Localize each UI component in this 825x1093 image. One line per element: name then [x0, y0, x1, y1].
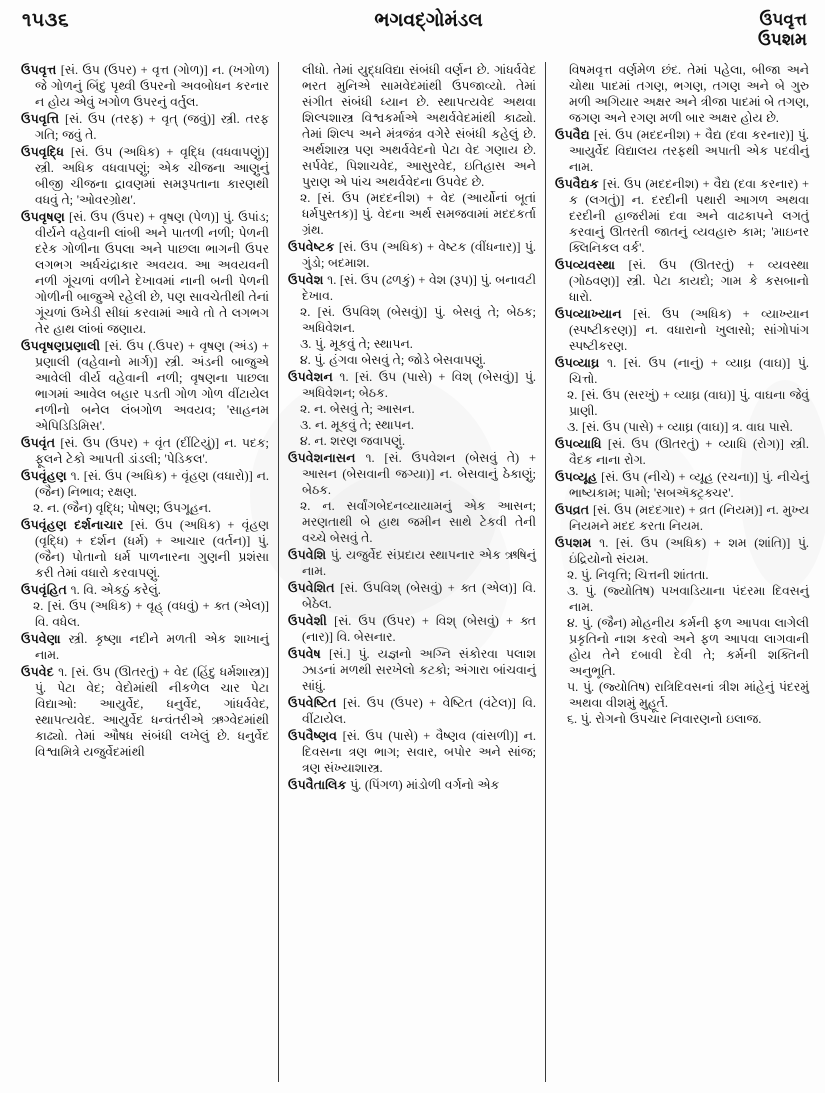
book-title: ભગવદ્ગોમંડલ [374, 10, 483, 31]
entry-headword: ઉપવૈદ્ય [555, 128, 590, 142]
entry-body: [સં. ઉપ (ઉપર) + વિશ્ (બેસવું) + ક્ત (નાર)] વિ. બેસનાર. [302, 614, 536, 644]
entry-sense: ૨. [સં. ઉપ (અધિક) + વૃહ્ (વધવું) + ક્ત (એલ)] વિ. વધેલ. [33, 599, 269, 629]
entry-body: લીધો. તેમાં યુદ્ધવિદ્યા સંબંધી વર્ણન છે. ગાંધર્વવેદ ભરત મુનિએ સામવેદમાંથી ઉપજાવ્યો. તેમાં સંગીત સંબંધી ધ્યાન છે. સ્થાપત્યવેદ અથવા શિલ્પશાસ્ત્ર વિશ્વકર્માએ અથર્વવેદમાંથી કાઢ્યો. તેમાં શિલ્પ અને મંત્રજંત્ર વગેરે સંબંધી કહેલું છે. અર્થશાસ્ત્ર પણ અથર્વવેદનો પેટા વેદ ગણાય છે. સર્પવેદ, પિશાચવેદ, આસુરવેદ, ઇતિહાસ અને પુરાણ એ પાંચ અથર્વવેદના ઉપવેદ છે. [302, 63, 536, 189]
entry-body: [સં. ઉપ (મદદનીશ) + વૈદ્ય (દવા કરનાર) + ક (લગતું)] ન. દરદીની પથારી આગળ અથવા દરદીની હાજરીમાં દવા અને વાઢકાપને લગતું કરવાનું ઊતરતી જાતનું વ્યવહારુ કામ; 'માઇનર ક્લિનિકલ વર્ક'. [569, 177, 809, 255]
entry-body: [સં.] પું. યજ્ઞનો અગ્નિ સંકોરવા પલાશ ઝાડનાં મળથી સરખેલો કટકો; અંગારા બાંચવાનું સાંધું. [302, 647, 536, 693]
entry-definition [21, 209, 269, 337]
entry-definition [288, 239, 536, 271]
entry-body: [સં. ઉપ (નીચે) + વ્યૂહ (રચના)] પું. નીચેનું ભાષ્યકામ; પામો; 'સબઍક્ટ્રક્ચર'. [569, 470, 809, 500]
dictionary-entry [555, 176, 809, 256]
dictionary-entry [21, 664, 269, 760]
dictionary-entry [288, 369, 536, 449]
entry-definition [555, 436, 809, 468]
dictionary-entry [288, 613, 536, 645]
entry-sense: ૩. ન. મૂકવું તે; સ્થાપન. [300, 418, 414, 432]
entry-definition [555, 502, 809, 534]
entry-definition [555, 535, 809, 567]
entry-sense: ૨. ન. સર્વાંગબેદનવ્યાયામનું એક આસન; મરણતાથી બે હાથ જમીન સાથે ટેકવી તેની વચ્ચે બેસવું તે. [300, 499, 536, 545]
dictionary-entry [288, 695, 536, 727]
entry-body: [સં. ઉપ (.ઉપર) + વૃષણ (અંડ) + પ્રણાલી (વહેવાનો માર્ગ)] સ્ત્રી. અંડની બાજુએ આવેલી વીર્ય વહેવાની નળી; વૃષણના પાછલા ભાગમાં આવેલ બહાર પડતી ગોળ ગોળ વીંટાયેલ નળીનો બનેલ લંબગોળ અવયવ; 'સાહનમ એપિડિડિમિસ'. [35, 339, 269, 433]
dictionary-entry [21, 435, 269, 467]
dictionary-entry [21, 631, 269, 663]
entry-body: [સં. ઉપ (અધિક) + વૃંહણ (વૃદ્ધિ) + દર્શન (ધર્મ) + આચાર (વર્તન)] પું. (જૈન) પોતાનો ધર્મ પાળનારના ગુણની પ્રશંસા કરી તેમાં વધારો કરવાપણું. [35, 518, 269, 580]
entry-headword: ઉપવૃંહિત [21, 583, 67, 597]
entry-definition [288, 695, 536, 727]
entry-sense: ૪. પું. હંગવા બેસવું તે; જોડે બેસવાપણું. [300, 353, 486, 367]
entry-body: [સં. ઉપ (ઊતરતું) + વ્યવસ્થા (ગોઠવણ)] સ્ત્રી. પેટા કાયદો; ગામ કે કસબાનો ધારો. [569, 258, 809, 304]
entry-body: [સં. ઉપવિશ્ (બેસવું) + ક્ત (એલ)] વિ. બેઠેલ. [302, 581, 536, 611]
dictionary-entry [555, 355, 809, 435]
entry-sense: ૩. [સં. ઉપ (પાસે) + વ્યાઘ્ર (વાઘ)] ત્ર. વાઘ પાસે. [567, 420, 793, 434]
entry-body: [સં. ઉપ (ઉપર) + વૃંત (દીંટિયું)] ન. પદક; ફૂલને ટેકો આપતી ડાંડલી; 'પેડિકલ'. [35, 436, 269, 466]
dictionary-entry [288, 547, 536, 579]
dictionary-entry [555, 306, 809, 354]
entry-definition [288, 613, 536, 645]
entry-body: વિષમવૃત્ત વર્ણમેળ છંદ. તેમાં પહેલા, બીજા અને ચોથા પાદમાં તગણ, ભગણ, તગણ અને બે ગુરુ મળી અગિયાર અક્ષર અને ત્રીજા પાદમાં બે તગણ, જગણ અને રગણ મળી બાર અક્ષર હોય છે. [569, 63, 809, 125]
entry-sense: ૫. પું. (જ્યોતિષ) રાત્રિદિવસનાં ત્રીશ માંહેનું પંદરમું અથવા વીશમું મુહૂર્ત. [567, 680, 809, 710]
entry-body: [સં. ઉપ (ઉપર) + વેષ્ટિત (વંટેલ)] વિ. વીંટાયેલ. [302, 696, 536, 726]
entry-body: [સં. ઉપ (મદદનીશ) + વૈદ્ય (દવા કરનાર)] પું. આયુર્વેદ વિદ્યાલય તરફથી અપાતી એક પદવીનું નામ. [569, 128, 809, 174]
entry-definition [21, 631, 269, 663]
entry-body: ૧. [સં. ઉપ (નાનું) + વ્યાઘ્ર (વાઘ)] પું. ચિત્તો. [569, 356, 809, 386]
entry-body: [સં. ઉપ (અધિક) + વૃદ્ધિ (વધવાપણું)] સ્ત્રી. અધિક વધવાપણું; એક ચીજના આણુનું બીજી ચીજના દ્રાવણમાં સમરૂપતાના કારણથી વધવું તે; 'ઓવરગ્રોથ'. [35, 145, 269, 207]
entry-headword: ઉપવેણા [21, 632, 61, 646]
entry-headword: ઉપવેશી [288, 614, 328, 628]
entry-headword: ઉપવેશિત [288, 581, 335, 595]
text-column-1 [12, 62, 279, 1082]
entry-definition [555, 176, 809, 256]
dictionary-entry [288, 777, 536, 793]
entry-sense: ૨. [સં. ઉપવિશ્ (બેસવું)] પું. બેસવું તે; બેઠક; અધિવેશન. [300, 305, 536, 335]
page-number: ૧૫૩૬ [22, 10, 70, 31]
entry-headword: ઉપવ્યૂહ [555, 470, 598, 484]
dictionary-entry [21, 144, 269, 208]
dictionary-entry [555, 62, 809, 126]
entry-headword: ઉપવૃંહણ [21, 469, 67, 483]
entry-headword: ઉપવ્યવસ્થા [555, 258, 616, 272]
entry-definition [288, 777, 536, 793]
entry-definition [288, 450, 536, 498]
entry-headword: ઉપવેશ [288, 273, 324, 287]
entry-body: [સં. ઉપ (મદદગાર) + વ્રત (નિયમ)] ન. મુખ્ય નિયમને મદદ કરતા નિયમ. [569, 503, 809, 533]
dictionary-entry [555, 535, 809, 727]
entry-definition [288, 646, 536, 694]
entry-definition [288, 728, 536, 776]
entry-definition [555, 306, 809, 354]
dictionary-entry [21, 468, 269, 516]
entry-headword: ઉપવેષ [288, 647, 321, 661]
dictionary-entry [288, 450, 536, 546]
entry-definition [21, 664, 269, 760]
entry-body: [સં. ઉપ (ઊતરતું) + વ્યાધિ (રોગ)] સ્ત્રી. વૈદક નાના રોગ. [569, 437, 809, 467]
entry-sense: ૪. પું. (જૈન) મોહનીય કર્મની ફળ આપવા લાગેલી પ્રકૃતિનો નાશ કરવો અને ફળ આપવા લાગવાની હોય તેને દબાવી દેવી તે; કર્મની શક્તિની અનુભૂતિ. [567, 616, 809, 678]
dictionary-entry [288, 728, 536, 776]
entry-sense: ૨. ન. બેસવું તે; આસન. [300, 402, 415, 416]
dictionary-entry [288, 580, 536, 612]
running-head-first: ઉપવૃત્ત [759, 10, 807, 29]
dictionary-entry [21, 62, 269, 110]
dictionary-entry [555, 469, 809, 501]
entry-definition [555, 355, 809, 387]
entry-headword: ઉપવૃષણપ્રણાલી [21, 339, 101, 353]
entry-body: [સં. ઉપ (ઉપર) + વૃષણ (પેળ)] પું. ઉપાંડ; વીર્યને વહેવાની લાંબી અને પાતળી નળી; પેળની દરેક ગોળીના ઉપલા અને પાછલા ભાગની ઉપર લગભગ અર્ધચંદ્રાકાર અવયવ. આ અવયવની નળી ગૂંચળાં વળીને દેખાવમાં નાની બની પેળની ગોળીની બાજુએ રહેલી છે, પણ સાવચેતીથી તેનાં ગૂંચળાં ઉખેડી સીધાં કરવામાં આવે તો તે લગભગ તેર હાથ લાંબાં જણાય. [35, 210, 269, 336]
dictionary-entry [288, 62, 536, 238]
entry-headword: ઉપવ્રત [555, 503, 590, 517]
entry-sense: ૨. ન. (જૈન) વૃદ્ધિ; પોષણ; ઉપગૂહન. [33, 501, 212, 515]
entry-sense: ૨. પું. નિવૃત્તિ; ચિત્તની શાંતતા. [567, 568, 709, 582]
entry-headword: ઉપવૃંહણ દર્શનાચાર [21, 518, 124, 532]
entry-headword: ઉપવેદ [21, 665, 54, 679]
entry-body: ૧. [સં. ઉપ (અધિક) + વૃંહણ (વધારો)] ન. (જૈન) નિભાવ; રક્ષણ. [35, 469, 269, 499]
entry-headword: ઉપવેશન [288, 370, 333, 384]
entry-definition [21, 62, 269, 110]
entry-definition [21, 435, 269, 467]
entry-definition [288, 547, 536, 579]
entry-headword: ઉપવૈતાલિક [288, 778, 347, 792]
entry-body: ૧. વિ. એકઠું કરેલું. [70, 583, 161, 597]
entry-definition [21, 582, 269, 598]
entry-definition [288, 580, 536, 612]
entry-headword: ઉપશમ [555, 536, 592, 550]
entry-headword: ઉપવૈદ્યક [555, 177, 599, 191]
text-column-2 [279, 62, 546, 1082]
dictionary-entry [21, 209, 269, 337]
entry-body: [સં. ઉપ (અધિક) + વ્યાખ્યાન (સ્પષ્ટીકરણ)] ન. વધારાનો ખુલાસો; સાંગોપાંગ સ્પષ્ટીકરણ. [569, 307, 809, 353]
dictionary-entry [555, 436, 809, 468]
entry-body: પું. યજુર્વેદ સંપ્રદાય સ્થાપનાર એક ઋષિનું નામ. [302, 548, 536, 578]
entry-definition [555, 257, 809, 305]
entry-definition [555, 469, 809, 501]
entry-continuation [288, 62, 536, 190]
entry-body: પું. (પિંગળ) માંડોળી વર્ગનો એક [350, 778, 500, 792]
entry-sense: ૬. પું. રોગનો ઉપચાર નિવારણનો ઇલાજ. [567, 712, 762, 726]
entry-headword: ઉપવ્યાધિ [555, 437, 602, 451]
dictionary-entry [288, 646, 536, 694]
entry-sense: ૩. પું. મૂકવું તે; સ્થાપન. [300, 337, 413, 351]
entry-headword: ઉપવેષ્ટિત [288, 696, 337, 710]
entry-sense: ૪. ન. શરણ જવાપણું. [300, 434, 406, 448]
entry-sense: ૩. પું. (જ્યોતિષ) પખવાડિયાના પંદરમા દિવસનું નામ. [567, 584, 809, 614]
entry-headword: ઉપવૈષ્ણવ [288, 729, 338, 743]
dictionary-entry [555, 502, 809, 534]
text-column-3 [546, 62, 813, 1082]
entry-definition [288, 272, 536, 304]
dictionary-entry [21, 582, 269, 630]
entry-definition [288, 369, 536, 401]
running-head-last: ઉપશમ [757, 30, 807, 49]
page-header [12, 10, 813, 62]
entry-definition [21, 468, 269, 500]
entry-definition [21, 144, 269, 208]
entry-continuation [555, 62, 809, 126]
entry-headword: ઉપવ્યાઘ્ર [555, 356, 600, 370]
dictionary-entry [288, 239, 536, 271]
dictionary-entry [21, 338, 269, 434]
dictionary-entry [555, 257, 809, 305]
entry-body: ૧. [સં. ઉપ (અધિક) + શમ (શાંતિ)] પું. ઇંદ્રિયોનો સંયમ. [569, 536, 809, 566]
entry-definition [21, 517, 269, 581]
entry-body: [સં. ઉપ (ઉપર) + વૃત્ત (ગોળ)] ન. (ખગોળ) જે ગોળનું બિંદુ પૃથ્વી ઉપરનો અવબોધન કરનાર ન હોય એવું ખગોળ ઉપરનું વર્તુલ. [35, 63, 269, 109]
dictionary-entry [21, 111, 269, 143]
entry-definition [555, 127, 809, 175]
dictionary-entry [21, 517, 269, 581]
entry-headword: ઉપવેષ્ટક [288, 240, 335, 254]
column-container [12, 62, 813, 1082]
entry-sense: ૨. [સં. ઉપ (સરખું) + વ્યાઘ્ર (વાઘ)] પું. વાઘના જેવું પ્રાણી. [567, 388, 809, 418]
running-head [758, 10, 807, 50]
entry-sense: ૨. [સં. ઉપ (મદદનીશ) + વેદ (આર્યોનાં બૂતાં ધર્મપુસ્તક)] પું. વેદના અર્થ સમજવામાં મદદકર્તા ગ્રંથ. [300, 191, 536, 237]
entry-headword: ઉપવ્યાખ્યાન [555, 307, 622, 321]
entry-body: [સં. ઉપ (પાસે) + વૈષ્ણવ (વાંસળી)] ન. દિવસના ત્રણ ભાગ; સવાર, બપોર અને સાંજ; ત્રણ સંખ્યાશાસ્ત્ર. [302, 729, 536, 775]
entry-body: ૧. [સં. ઉપવેશન (બેસવું તે) + આસન (બેસવાની જગ્યા)] ન. બેસવાનું ઠેકાણું; બેઠક. [302, 451, 536, 497]
entry-headword: ઉપવેશનાસન [288, 451, 356, 465]
entry-body: ૧. [સં. ઉપ (ઢળકું) + વેશ (રૂપ)] પું. બનાવટી દેખાવ. [302, 273, 536, 303]
entry-body: [સં. ઉપ (અધિક) + વેષ્ટક (વીંધનાર)] પું. ગુંડો; બદમાશ. [302, 240, 536, 270]
entry-definition [21, 111, 269, 143]
entry-body: [સં. ઉપ (તરફ) + વૃત્ (જવું)] સ્ત્રી. તરફ ગતિ; જવું તે. [35, 112, 269, 142]
entry-definition [21, 338, 269, 434]
entry-body: સ્ત્રી. કૃષ્ણા નદીને મળતી એક શાખાનું નામ. [35, 632, 269, 662]
entry-headword: ઉપવૃદ્ધિ [21, 145, 65, 159]
entry-headword: ઉપવૃત્ત [21, 63, 57, 77]
entry-body: ૧. [સં. ઉપ (ઊતરતું) + વેદ (હિંદુ ધર્મશાસ્ત્ર)] પું. પેટા વેદ; વેદોમાંથી નીકળેલ ચાર પેટા વિદ્યાઓ: આયુર્વેદ, ધનુર્વેદ, ગાંધર્વવેદ, સ્થાપત્યવેદ. આયુર્વેદ ધન્વંતરીએ ઋગ્વેદમાંથી કાઢ્યો. તેમાં ઔષધ સંબંધી લખેલું છે. ધનુર્વેદ વિશ્વામિત્રે યજુર્વેદમાંથી [35, 665, 269, 759]
entry-headword: ઉપવેશિ [288, 548, 327, 562]
entry-headword: ઉપવૃંત [21, 436, 56, 450]
entry-headword: ઉપવૃષણ [21, 210, 65, 224]
entry-headword: ઉપવૃત્તિ [21, 112, 60, 126]
dictionary-entry [288, 272, 536, 368]
entry-body: ૧. [સં. ઉપ (પાસે) + વિશ્ (બેસવું)] પું. અધિવેશન; બેઠક. [302, 370, 536, 400]
dictionary-entry [555, 127, 809, 175]
